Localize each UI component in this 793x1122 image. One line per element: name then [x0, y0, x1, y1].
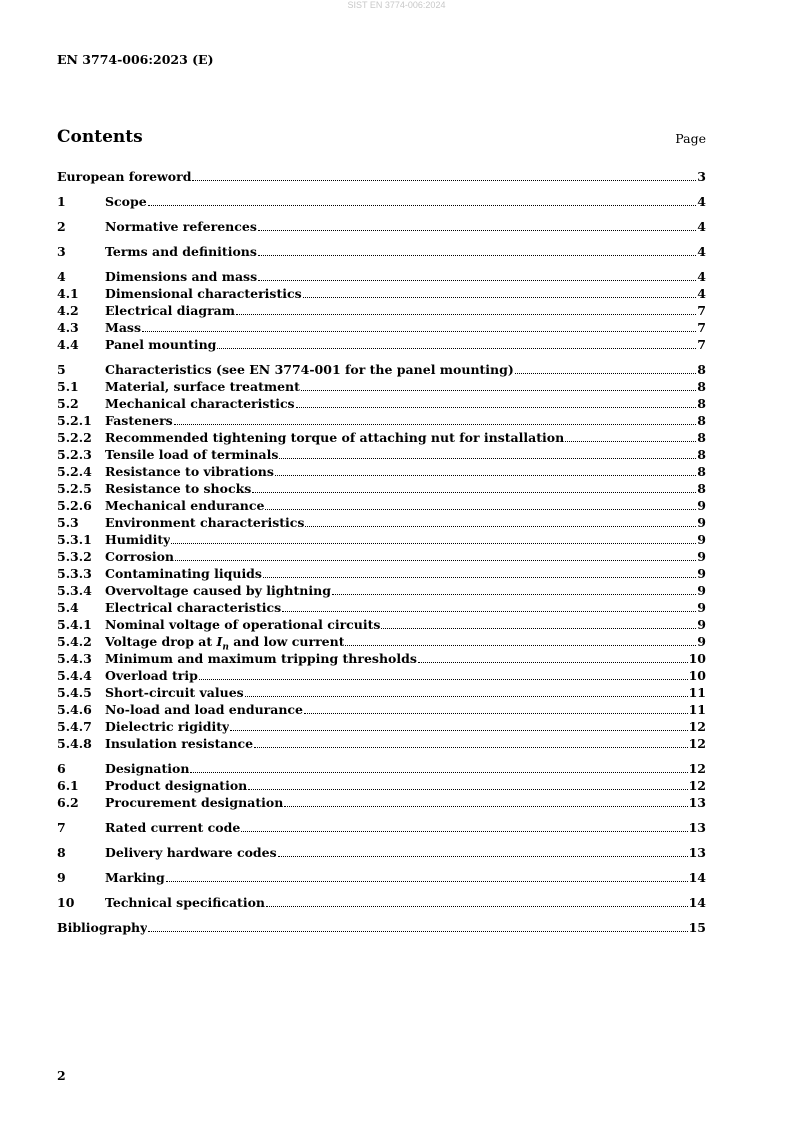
toc-entry[interactable] [57, 514, 706, 531]
toc-entry[interactable] [57, 869, 706, 886]
toc-entry-number: 2 [57, 219, 66, 234]
toc-entry-title: Dimensions and mass [105, 269, 258, 284]
toc-leader-dots [258, 279, 696, 281]
toc-entry-page: 3 [697, 169, 706, 184]
toc-entry-page: 8 [697, 396, 706, 411]
toc-entry-number: 5 [57, 362, 66, 377]
toc-entry[interactable] [57, 168, 706, 185]
toc-entry-title: Material, surface treatment [105, 379, 300, 394]
toc-entry-title: Overvoltage caused by lightning [105, 583, 331, 598]
toc-leader-dots [296, 406, 697, 408]
toc-leader-dots [418, 661, 688, 663]
toc-entry-title: Scope [105, 194, 147, 209]
toc-leader-dots [515, 372, 697, 374]
toc-entry-title: Electrical diagram [105, 303, 235, 318]
toc-entry-title: Contaminating liquids [105, 566, 262, 581]
toc-entry-title: Designation [105, 761, 190, 776]
toc-entry[interactable] [57, 684, 706, 701]
toc-entry-number: 5.4.3 [57, 651, 92, 666]
toc-entry-number: 5.3.2 [57, 549, 92, 564]
toc-entry-title: Corrosion [105, 549, 175, 564]
toc-entry[interactable] [57, 599, 706, 616]
toc-entry-title: Electrical characteristics [105, 600, 282, 615]
toc-entry-title: Normative references [105, 219, 257, 234]
toc-leader-dots [241, 830, 687, 832]
toc-entry-page: 8 [697, 362, 706, 377]
toc-leader-dots [142, 330, 696, 332]
toc-leader-dots [252, 491, 696, 493]
toc-leader-dots [258, 229, 696, 231]
toc-entry-title: Mechanical endurance [105, 498, 265, 513]
toc-entry-title: Minimum and maximum tripping thresholds [105, 651, 417, 666]
toc-entry-number: 9 [57, 870, 66, 885]
toc-entry[interactable] [57, 218, 706, 235]
toc-entry-page: 8 [697, 447, 706, 462]
toc-entry-title: Technical specification [105, 895, 266, 910]
toc-entry-number: 1 [57, 194, 66, 209]
toc-entry-number: 5.2.1 [57, 413, 92, 428]
toc-entry-page: 10 [688, 668, 706, 683]
toc-leader-dots [190, 771, 687, 773]
toc-leader-dots [332, 593, 696, 595]
watermark: SIST EN 3774-006:2024 [347, 0, 446, 10]
toc-entry-page: 8 [697, 430, 706, 445]
toc-entry-number: 4 [57, 269, 66, 284]
toc-entry-number: 5.2.6 [57, 498, 92, 513]
toc-leader-dots [171, 542, 696, 544]
contents-title: Contents [57, 127, 143, 147]
toc-entry[interactable] [57, 565, 706, 582]
toc-leader-dots [279, 457, 696, 459]
toc-entry[interactable] [57, 336, 706, 353]
toc-entry[interactable] [57, 777, 706, 794]
toc-entry-number: 4.3 [57, 320, 79, 335]
toc-leader-dots [254, 746, 687, 748]
toc-leader-dots [245, 695, 688, 697]
toc-entry-number: 5.2 [57, 396, 79, 411]
toc-entry-page: 12 [688, 719, 706, 734]
toc-entry-title: Nominal voltage of operational circuits [105, 617, 381, 632]
toc-entry-page: 9 [697, 532, 706, 547]
toc-entry[interactable] [57, 701, 706, 718]
toc-entry[interactable] [57, 582, 706, 599]
toc-leader-dots [192, 179, 696, 181]
toc-entry-title: No-load and load endurance [105, 702, 303, 717]
toc-entry[interactable] [57, 193, 706, 210]
toc-entry[interactable] [57, 531, 706, 548]
toc-entry[interactable] [57, 819, 706, 836]
toc-entry[interactable] [57, 446, 706, 463]
toc-entry-page: 10 [688, 651, 706, 666]
toc-entry-number: 5.4.4 [57, 668, 92, 683]
toc-entry-title: Insulation resistance [105, 736, 254, 751]
toc-entry-page: 4 [697, 244, 706, 259]
toc-entry-number: 5.2.5 [57, 481, 92, 496]
toc-entry-number: 5.1 [57, 379, 79, 394]
toc-entry-title: Product designation [105, 778, 248, 793]
toc-leader-dots [284, 805, 687, 807]
toc-leader-dots [236, 313, 696, 315]
toc-entry-page: 4 [697, 269, 706, 284]
toc-entry-page: 8 [697, 379, 706, 394]
toc-entry-title: Short-circuit values [105, 685, 244, 700]
toc-entry-title: Characteristics (see EN 3774-001 for the panel mounting) [105, 362, 514, 377]
toc-entry-number: 6.2 [57, 795, 79, 810]
toc-leader-dots [166, 880, 688, 882]
toc-entry-page: 8 [697, 481, 706, 496]
toc-entry[interactable] [57, 497, 706, 514]
toc-entry-page: 9 [697, 549, 706, 564]
toc-entry-number: 5.3 [57, 515, 79, 530]
toc-entry-page: 9 [697, 498, 706, 513]
toc-entry-page: 7 [697, 303, 706, 318]
toc-leader-dots [282, 610, 696, 612]
toc-entry-number: 4.4 [57, 337, 79, 352]
toc-entry[interactable] [57, 794, 706, 811]
toc-entry[interactable] [57, 268, 706, 285]
toc-entry[interactable] [57, 667, 706, 684]
toc-entry-title: Dimensional characteristics [105, 286, 302, 301]
toc-entry-page: 14 [688, 895, 706, 910]
toc-entry-title: Resistance to shocks [105, 481, 252, 496]
toc-entry-title: Environment characteristics [105, 515, 305, 530]
toc-leader-dots [248, 788, 687, 790]
toc-leader-dots [275, 474, 696, 476]
toc-entry-title-text: and low current [228, 634, 345, 649]
toc-entry-title: Bibliography [57, 920, 148, 935]
toc-entry-page: 7 [697, 337, 706, 352]
toc-leader-dots [174, 423, 697, 425]
toc-entry-page: 9 [697, 617, 706, 632]
toc-entry[interactable] [57, 378, 706, 395]
toc-leader-dots [217, 347, 696, 349]
toc-entry-title: Dielectric rigidity [105, 719, 230, 734]
toc-entry-title: European foreword [57, 169, 192, 184]
toc-entry-page: 15 [688, 920, 706, 935]
toc-entry-title-variable: I [216, 634, 223, 649]
toc-entry-page: 12 [688, 778, 706, 793]
toc-entry-page: 4 [697, 286, 706, 301]
toc-entry-number: 5.4 [57, 600, 79, 615]
toc-entry-title: Mechanical characteristics [105, 396, 295, 411]
toc-entry[interactable] [57, 480, 706, 497]
toc-entry-number: 5.4.7 [57, 719, 92, 734]
toc-entry-title: Terms and definitions [105, 244, 257, 259]
toc-entry-page: 13 [688, 845, 706, 860]
toc-leader-dots [345, 644, 696, 646]
toc-entry-number: 5.2.2 [57, 430, 92, 445]
toc-entry-page: 4 [697, 219, 706, 234]
toc-entry-page: 13 [688, 820, 706, 835]
toc-entry-number: 5.4.8 [57, 736, 92, 751]
toc-entry-number: 4.2 [57, 303, 79, 318]
toc-entry-number: 6 [57, 761, 66, 776]
toc-entry-title: Fasteners [105, 413, 173, 428]
toc-entry-page: 9 [697, 583, 706, 598]
toc-entry-title: Humidity [105, 532, 171, 547]
toc-leader-dots [305, 525, 696, 527]
toc-entry-number: 10 [57, 895, 75, 910]
toc-entry[interactable] [57, 463, 706, 480]
toc-entry-page: 9 [697, 634, 706, 649]
toc-entry-title-text: Voltage drop at [105, 634, 217, 649]
toc-leader-dots [381, 627, 696, 629]
toc-entry-number: 5.3.4 [57, 583, 92, 598]
toc-entry[interactable] [57, 919, 706, 936]
toc-entry-number: 5.4.6 [57, 702, 92, 717]
toc-entry-number: 5.2.4 [57, 464, 92, 479]
toc-entry-page: 11 [688, 702, 706, 717]
page-number: 2 [57, 1068, 66, 1083]
toc-entry-number: 5.3.1 [57, 532, 92, 547]
toc-leader-dots [263, 576, 696, 578]
toc-leader-dots [230, 729, 687, 731]
toc-entry[interactable] [57, 844, 706, 861]
toc-entry-page: 14 [688, 870, 706, 885]
toc-entry-page: 9 [697, 566, 706, 581]
toc-entry[interactable] [57, 285, 706, 302]
toc-entry-page: 9 [697, 600, 706, 615]
toc-entry-title: Resistance to vibrations [105, 464, 274, 479]
toc-entry-title: Panel mounting [105, 337, 217, 352]
toc-entry[interactable] [57, 616, 706, 633]
toc-entry-page: 7 [697, 320, 706, 335]
toc-entry[interactable] [57, 633, 706, 653]
toc-entry-title: Recommended tightening torque of attaching nut for installation [105, 430, 565, 445]
toc-leader-dots [175, 559, 696, 561]
toc-leader-dots [303, 296, 697, 298]
toc-entry-page: 12 [688, 761, 706, 776]
toc-leader-dots [301, 389, 696, 391]
toc-entry[interactable] [57, 718, 706, 735]
toc-entry-page: 13 [688, 795, 706, 810]
toc-entry[interactable] [57, 412, 706, 429]
toc-entry-number: 8 [57, 845, 66, 860]
toc-entry-title: Delivery hardware codes [105, 845, 277, 860]
toc-entry-title: Mass [105, 320, 142, 335]
toc-entry-page: 4 [697, 194, 706, 209]
toc-entry[interactable] [57, 548, 706, 565]
toc-entry-number: 5.4.5 [57, 685, 92, 700]
toc-entry-title: Procurement designation [105, 795, 284, 810]
toc-entry-number: 5.4.2 [57, 634, 92, 649]
toc-entry-number: 3 [57, 244, 66, 259]
table-of-contents [57, 168, 706, 936]
toc-entry-number: 4.1 [57, 286, 79, 301]
document-id: EN 3774-006:2023 (E) [57, 52, 214, 67]
toc-leader-dots [304, 712, 688, 714]
page-column-label: Page [675, 131, 706, 146]
toc-leader-dots [199, 678, 688, 680]
toc-leader-dots [148, 930, 687, 932]
toc-entry-page: 8 [697, 413, 706, 428]
toc-leader-dots [265, 508, 696, 510]
toc-entry-number: 7 [57, 820, 66, 835]
toc-entry[interactable] [57, 894, 706, 911]
toc-leader-dots [565, 440, 696, 442]
toc-entry[interactable] [57, 395, 706, 412]
toc-entry-number: 5.4.1 [57, 617, 92, 632]
toc-entry-title: Marking [105, 870, 165, 885]
toc-leader-dots [278, 855, 688, 857]
toc-entry[interactable] [57, 319, 706, 336]
toc-entry-number: 5.3.3 [57, 566, 92, 581]
toc-leader-dots [266, 905, 688, 907]
toc-leader-dots [148, 204, 697, 206]
toc-entry-number: 6.1 [57, 778, 79, 793]
toc-entry[interactable] [57, 429, 706, 446]
toc-entry-title-subscript: n [222, 642, 229, 653]
toc-entry-page: 11 [688, 685, 706, 700]
toc-entry-page: 8 [697, 464, 706, 479]
toc-entry[interactable] [57, 302, 706, 319]
toc-entry-page: 12 [688, 736, 706, 751]
toc-entry[interactable] [57, 361, 706, 378]
toc-entry-title: Rated current code [105, 820, 241, 835]
toc-entry-title: Tensile load of terminals [105, 447, 279, 462]
toc-entry[interactable] [57, 735, 706, 752]
toc-entry-page: 9 [697, 515, 706, 530]
toc-entry[interactable] [57, 760, 706, 777]
toc-entry[interactable] [57, 243, 706, 260]
toc-entry-number: 5.2.3 [57, 447, 92, 462]
toc-entry-title: Overload trip [105, 668, 198, 683]
toc-leader-dots [258, 254, 696, 256]
toc-entry[interactable] [57, 650, 706, 667]
